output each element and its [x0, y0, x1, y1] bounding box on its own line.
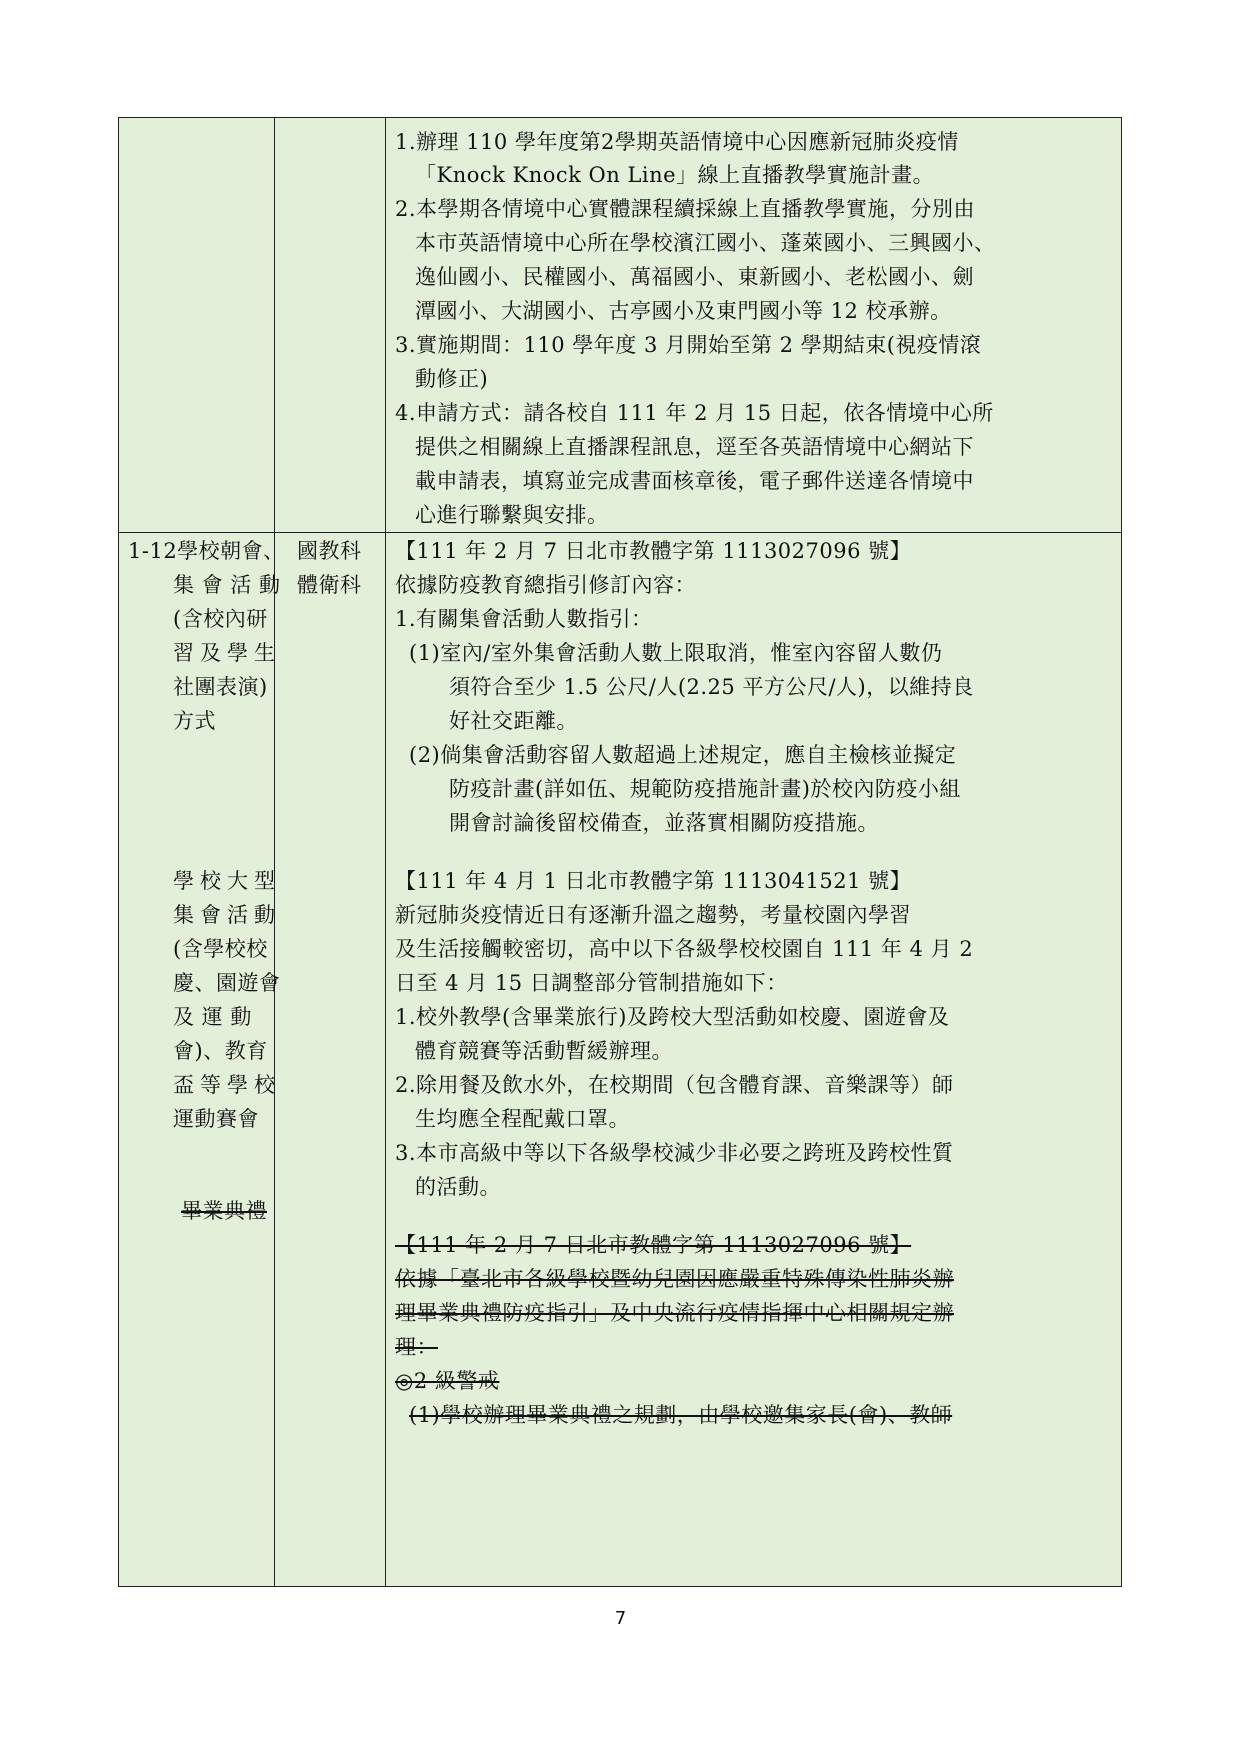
content-line: 生均應全程配戴口罩。 — [415, 1107, 630, 1131]
content-line: 潭國小、大湖國小、古亭國小及東門國小等 12 校承辦。 — [415, 299, 952, 323]
item-label: 集 會 活 動 — [173, 573, 281, 597]
content-line: 4.申請方式：請各校自 111 年 2 月 15 日起，依各情境中心所 — [395, 401, 994, 425]
content-line: 新冠肺炎疫情近日有逐漸升溫之趨勢，考量校園內學習 — [395, 903, 911, 927]
content-line: 本市英語情境中心所在學校濱江國小、蓬萊國小、三興國小、 — [415, 231, 996, 255]
content-line: 1.校外教學(含畢業旅行)及跨校大型活動如校慶、園遊會及 — [395, 1005, 950, 1029]
content-line: 好社交距離。 — [449, 709, 578, 733]
content-line: 載申請表，填寫並完成書面核章後，電子郵件送達各情境中 — [415, 469, 974, 493]
struck-content-line: 理畢業典禮防疫指引」及中央流行疫情指揮中心相關規定辦 — [395, 1301, 954, 1325]
item-label: 及 運 動 — [173, 1005, 252, 1029]
item-label: (含校內研 — [173, 607, 268, 631]
struck-content-line: 【111 年 2 月 7 日北市教體字第 1113027096 號】 — [395, 1233, 912, 1257]
content-line: 1.有關集會活動人數指引： — [395, 607, 653, 631]
content-line: 及生活接觸較密切，高中以下各級學校校園自 111 年 4 月 2 — [395, 937, 974, 961]
content-line: 3.本市高級中等以下各級學校減少非必要之跨班及跨校性質 — [395, 1141, 954, 1165]
content-line: 2.本學期各情境中心實體課程續採線上直播教學實施，分別由 — [395, 197, 976, 221]
row-divider — [119, 532, 1121, 533]
content-line: 須符合至少 1.5 公尺/人(2.25 平方公尺/人)，以維持良 — [449, 675, 974, 699]
content-line: 的活動。 — [415, 1175, 501, 1199]
item-label-struck: 畢業典禮 — [181, 1199, 267, 1223]
unit-label: 體衛科 — [297, 573, 362, 597]
content-line: (1)室內/室外集會活動人數上限取消，惟室內容留人數仍 — [409, 641, 943, 665]
struck-content-line: (1)學校辦理畢業典禮之規劃，由學校邀集家長(會)、教師 — [409, 1403, 953, 1427]
content-line: 3.實施期間：110 學年度 3 月開始至第 2 學期結束(視疫情滾 — [395, 333, 982, 357]
item-label: 習及學生 — [173, 641, 281, 665]
item-label: 方式 — [173, 709, 216, 733]
document-table — [118, 117, 1122, 1587]
content-line: (2)倘集會活動容留人數超過上述規定，應自主檢核並擬定 — [409, 743, 957, 767]
item-label: 社團表演) — [173, 675, 268, 699]
content-line: 開會討論後留校備查，並落實相關防疫措施。 — [449, 811, 879, 835]
content-line: 日至 4 月 15 日調整部分管制措施如下： — [395, 971, 788, 995]
item-label: 盃等學校 — [173, 1073, 281, 1097]
column-divider — [385, 118, 386, 1586]
item-label: 1-12學校朝會、 — [128, 539, 285, 563]
struck-content-line: 理： — [395, 1335, 438, 1359]
content-line: 1.辦理 110 學年度第2學期英語情境中心因應新冠肺炎疫情 — [395, 130, 959, 154]
unit-label: 國教科 — [297, 539, 362, 563]
item-label: 集會活動 — [173, 903, 281, 927]
content-line: 防疫計畫(詳如伍、規範防疫措施計畫)於校內防疫小組 — [449, 777, 961, 801]
content-line: 體育競賽等活動暫緩辦理。 — [415, 1039, 673, 1063]
content-line: 【111 年 4 月 1 日北市教體字第 1113041521 號】 — [395, 869, 912, 893]
content-line: 【111 年 2 月 7 日北市教體字第 1113027096 號】 — [395, 539, 912, 563]
item-label: (含學校校 — [173, 937, 268, 961]
content-line: 2.除用餐及飲水外，在校期間（包含體育課、音樂課等）師 — [395, 1073, 954, 1097]
content-line: 依據防疫教育總指引修訂內容： — [395, 573, 696, 597]
content-line: 動修正) — [415, 367, 489, 391]
item-label: 運動賽會 — [173, 1107, 259, 1131]
content-line: 逸仙國小、民權國小、萬福國小、東新國小、老松國小、劍 — [415, 265, 974, 289]
column-divider — [274, 118, 275, 1586]
content-line: 心進行聯繫與安排。 — [415, 503, 609, 527]
content-line: 「Knock Knock On Line」線上直播教學實施計畫。 — [415, 163, 935, 187]
content-line: 提供之相關線上直播課程訊息，逕至各英語情境中心網站下 — [415, 435, 974, 459]
struck-content-line: ◎2 級警戒 — [395, 1369, 500, 1393]
page-number: 7 — [614, 1608, 627, 1629]
struck-content-line: 依據「臺北市各級學校暨幼兒園因應嚴重特殊傳染性肺炎辦 — [395, 1267, 954, 1291]
item-label: 學校大型 — [173, 869, 281, 893]
item-label: 慶、園遊會 — [173, 971, 281, 995]
item-label: 會)、教育 — [173, 1039, 268, 1063]
